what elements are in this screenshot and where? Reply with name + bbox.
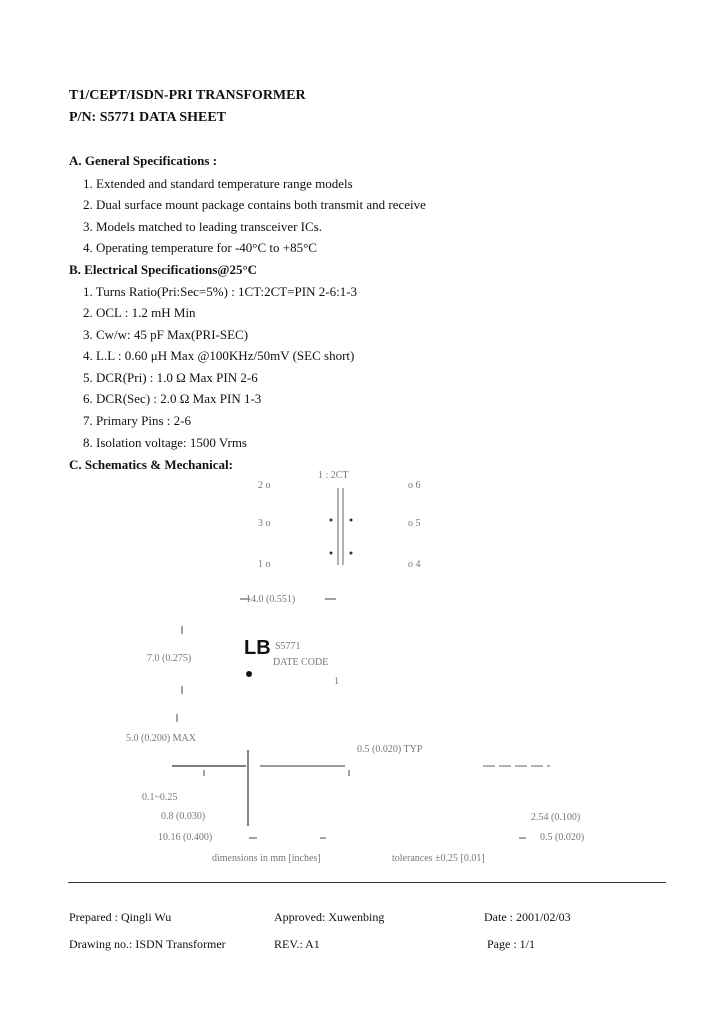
dim-height-label: 7.0 (0.275) bbox=[147, 653, 192, 664]
dim-foot-label: 10.16 (0.400) bbox=[158, 832, 213, 843]
page-number: Page : 1/1 bbox=[487, 937, 535, 951]
pin-label: o 5 bbox=[408, 518, 421, 529]
pin-label: 2 o bbox=[258, 480, 271, 491]
document-date: Date : 2001/02/03 bbox=[484, 910, 571, 924]
pin-label: o 6 bbox=[408, 480, 421, 491]
electrical-item: 5. DCR(Pri) : 1.0 Ω Max PIN 2-6 bbox=[83, 370, 258, 385]
general-item: 4. Operating temperature for -40°C to +85°C bbox=[83, 240, 317, 255]
doc-subtitle: P/N: S5771 DATA SHEET bbox=[69, 110, 227, 125]
pin-label: 3 o bbox=[258, 518, 271, 529]
electrical-item: 8. Isolation voltage: 1500 Vrms bbox=[83, 435, 247, 450]
general-item: 3. Models matched to leading transceiver ICs. bbox=[83, 219, 322, 234]
footer-divider bbox=[68, 882, 666, 883]
drawing-number: Drawing no.: ISDN Transformer bbox=[69, 937, 226, 951]
pin-marker-label: 1 bbox=[334, 676, 339, 687]
doc-title: T1/CEPT/ISDN-PRI TRANSFORMER bbox=[69, 88, 306, 103]
general-item: 2. Dual surface mount package contains both transmit and receive bbox=[83, 197, 426, 212]
electrical-item: 7. Primary Pins : 2-6 bbox=[83, 413, 191, 428]
general-heading: A. General Specifications : bbox=[69, 153, 218, 168]
turns-ratio-label: 1 : 2CT bbox=[318, 470, 349, 481]
prepared-by: Prepared : Qingli Wu bbox=[69, 910, 172, 924]
units-note: dimensions in mm [inches] bbox=[212, 853, 321, 864]
general-item: 1. Extended and standard temperature range models bbox=[83, 176, 353, 191]
tolerance-note: tolerances ±0.25 [0.01] bbox=[392, 853, 485, 864]
electrical-item: 4. L.L : 0.60 μH Max @100KHz/50mV (SEC short) bbox=[83, 348, 355, 363]
part-number-label: S5771 bbox=[275, 641, 301, 652]
dim-pad-label: 2.54 (0.100) bbox=[531, 812, 581, 823]
manufacturer-logo: LB bbox=[244, 637, 271, 659]
date-code-label: DATE CODE bbox=[273, 657, 329, 668]
dim-pad2-label: 0.5 (0.020) bbox=[540, 832, 585, 843]
electrical-item: 3. Cw/w: 45 pF Max(PRI-SEC) bbox=[83, 327, 249, 342]
dim-lead-label: 0.5 (0.020) TYP bbox=[357, 744, 423, 755]
dim-standoff-label: 0.1~0.25 bbox=[142, 792, 178, 803]
dim-width-label: 14.0 (0.551) bbox=[246, 594, 296, 605]
electrical-item: 6. DCR(Sec) : 2.0 Ω Max PIN 1-3 bbox=[83, 391, 262, 406]
electrical-item: 2. OCL : 1.2 mH Min bbox=[83, 305, 196, 320]
electrical-item: 1. Turns Ratio(Pri:Sec=5%) : 1CT:2CT=PIN 2-6:1-3 bbox=[83, 284, 358, 299]
approved-by: Approved: Xuwenbing bbox=[274, 910, 385, 924]
schematics-heading: C. Schematics & Mechanical: bbox=[69, 457, 233, 472]
electrical-heading: B. Electrical Specifications@25°C bbox=[69, 262, 258, 277]
pin-label: 1 o bbox=[258, 559, 271, 570]
dim-pitch-label: 0.8 (0.030) bbox=[161, 811, 206, 822]
revision: REV.: A1 bbox=[274, 937, 320, 951]
dim-max-label: 5.0 (0.200) MAX bbox=[126, 733, 196, 744]
pin-label: o 4 bbox=[408, 559, 421, 570]
